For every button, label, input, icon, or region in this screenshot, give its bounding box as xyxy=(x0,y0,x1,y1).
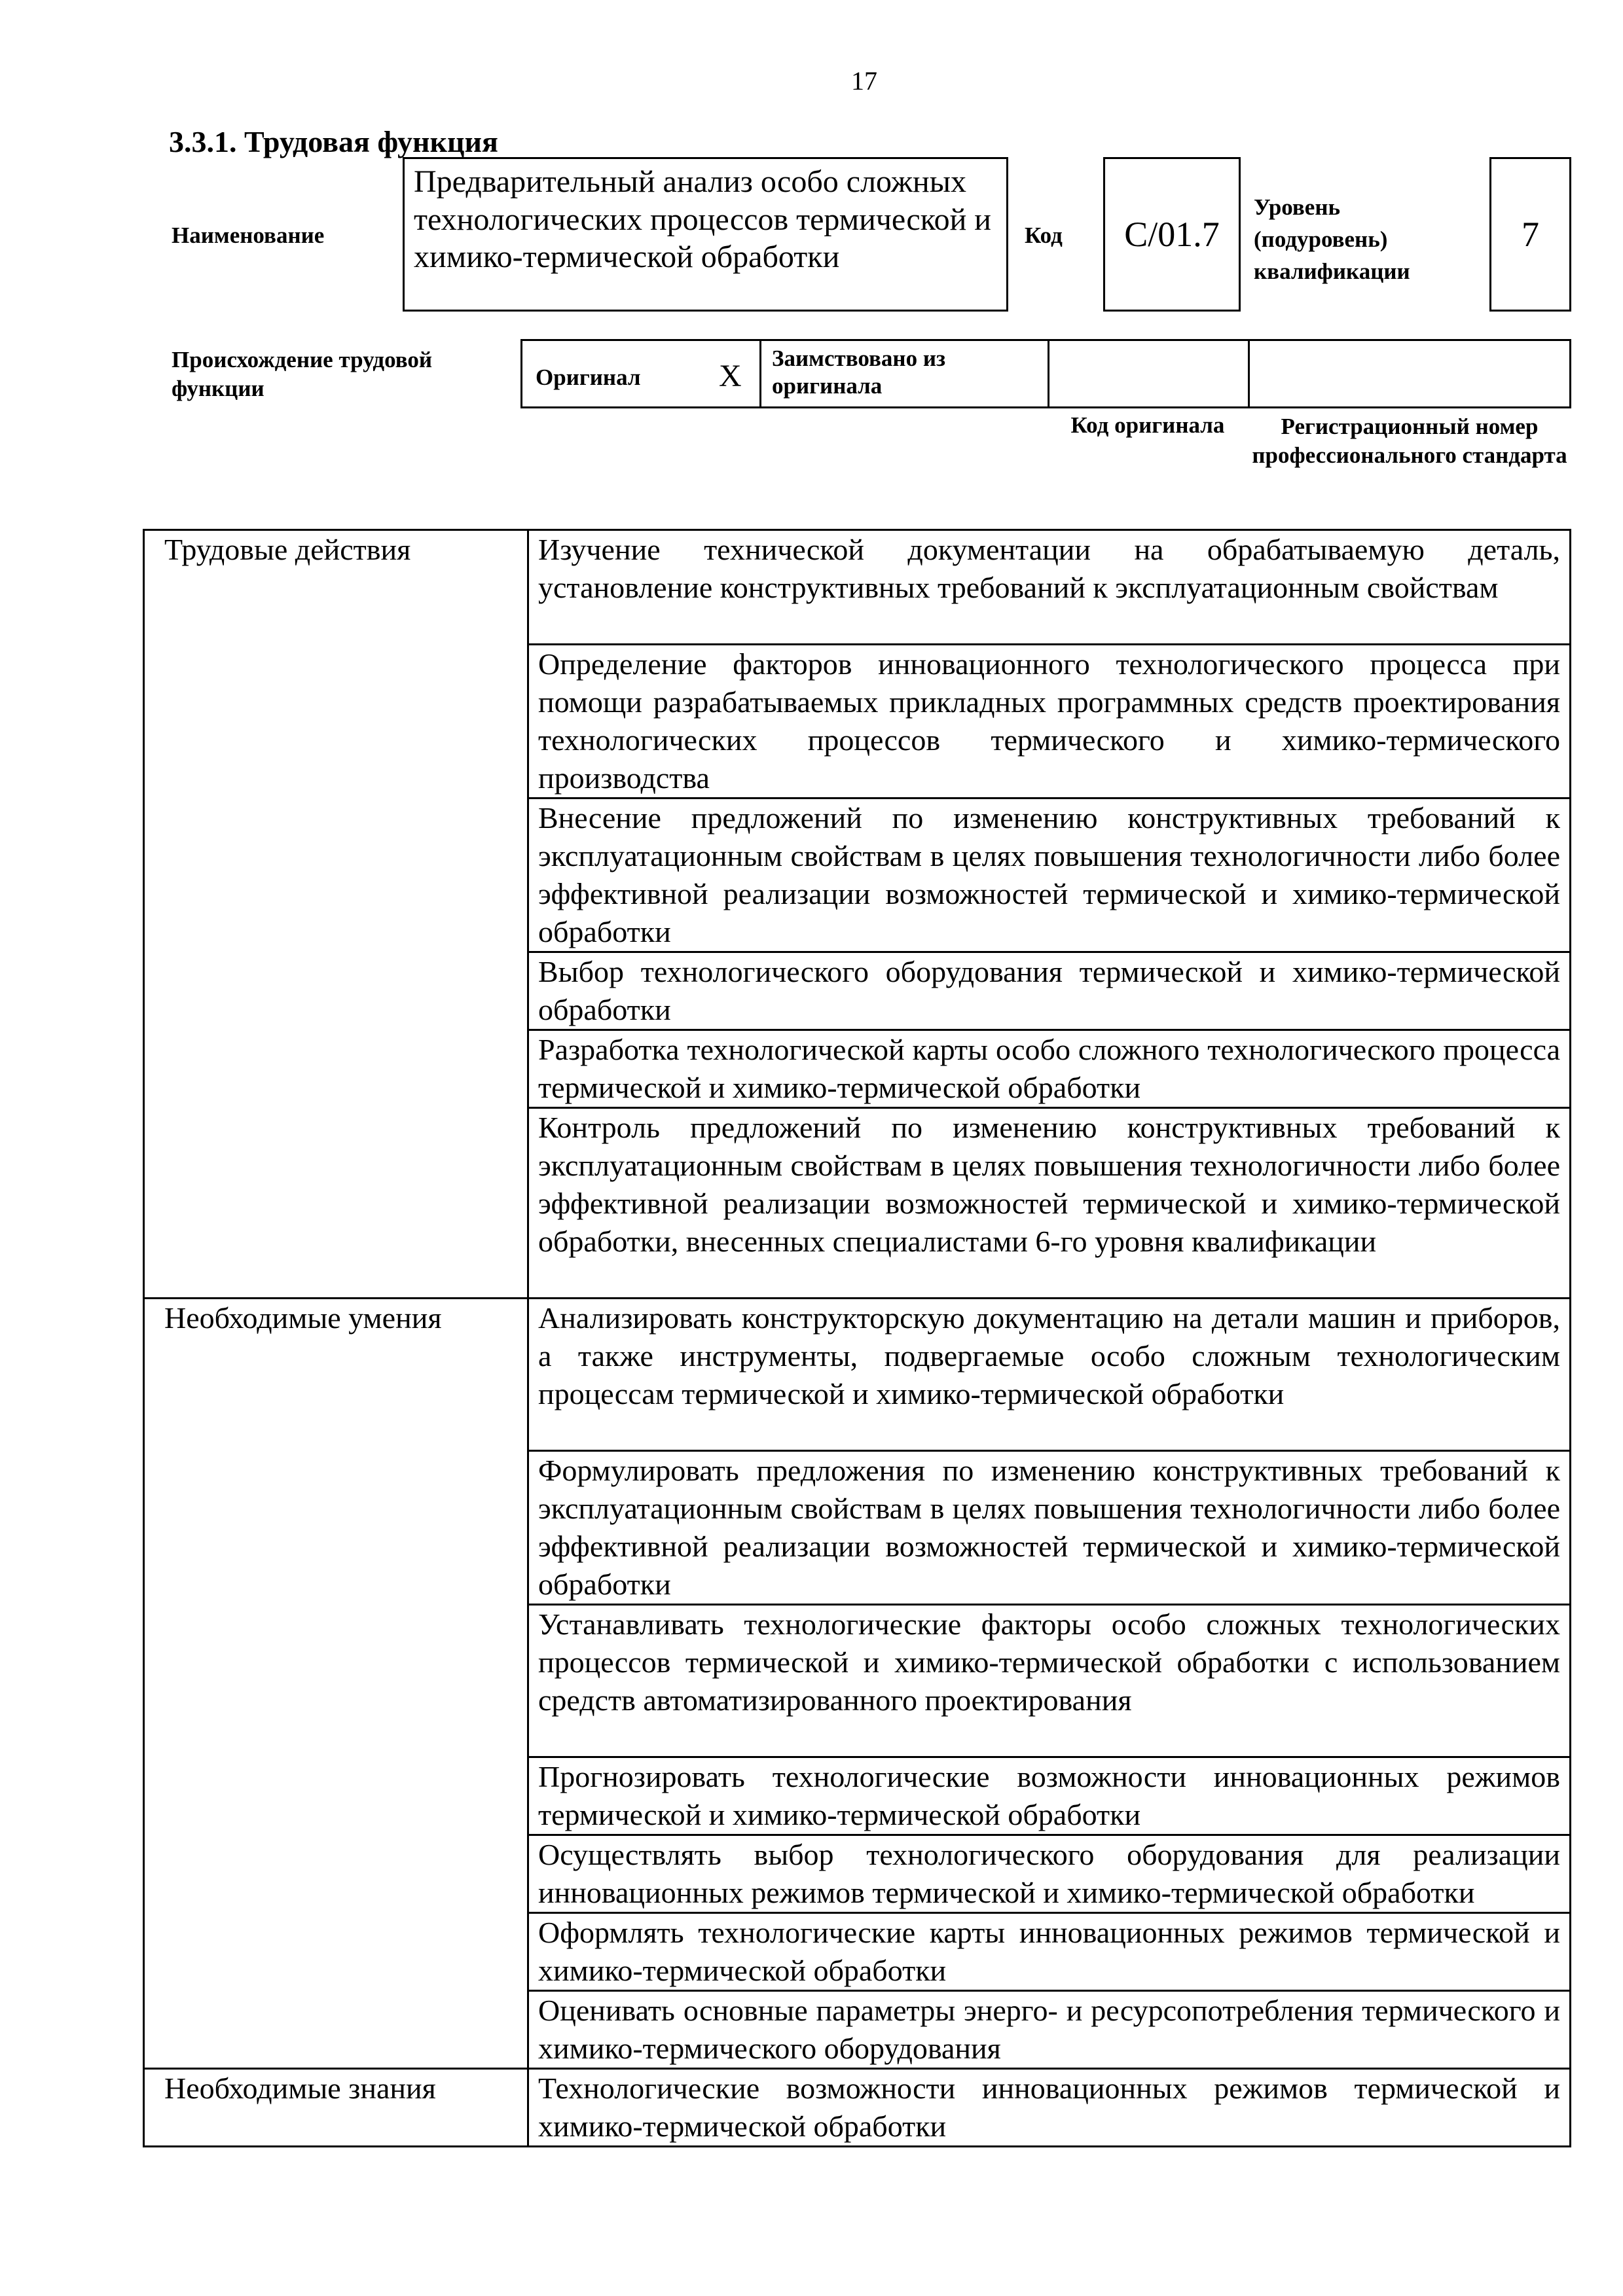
original-label: Оригинал xyxy=(536,365,641,390)
table-row xyxy=(144,530,1571,645)
code-value-box xyxy=(1103,157,1241,312)
original-cell xyxy=(522,341,761,406)
page-number: 17 xyxy=(851,66,877,96)
code-value: C/01.7 xyxy=(1124,215,1220,254)
reg-number-cell xyxy=(1250,341,1573,406)
table-row xyxy=(144,2069,1571,2147)
required-skills-label: Необходимые умения xyxy=(144,1299,528,2069)
skill-item: Оценивать основные параметры энерго- и ресурсопотребления термического и химико-термического оборудования xyxy=(528,1991,1571,2069)
skill-item: Прогнозировать технологические возможности инновационных режимов термической и химико-термической обработки xyxy=(528,1757,1571,1835)
labor-action-item: Изучение технической документации на обрабатываемую деталь, установление конструктивных требований к эксплуатационным свойствам xyxy=(528,530,1571,645)
skill-item: Устанавливать технологические факторы особо сложных технологических процессов термической и химико-термической обработки с использованием средств автоматизированного проектирования xyxy=(528,1605,1571,1757)
knowledge-item: Технологические возможности инновационных режимов термической и химико-термической обработки xyxy=(528,2069,1571,2147)
labor-action-item: Определение факторов инновационного технологического процесса при помощи разрабатываемых прикладных программных средств проектирования технологических процессов термического и химико-термического производства xyxy=(528,645,1571,798)
labor-function-table xyxy=(143,529,1571,2147)
borrowed-label: Заимствовано из оригинала xyxy=(772,346,946,399)
level-value: 7 xyxy=(1522,215,1539,254)
labor-action-item: Контроль предложений по изменению конструктивных требований к эксплуатационным свойствам в целях повышения технологичности либо более эффективной реализации возможностей термической и химико-термической обработки, внесенных специалистами 6-го уровня квалификации xyxy=(528,1108,1571,1299)
original-code-cell xyxy=(1049,341,1250,406)
skill-item: Анализировать конструкторскую документацию на детали машин и приборов, а также инструменты, подвергаемые особо сложным технологическим процессам термической и химико-термической обработки xyxy=(528,1299,1571,1451)
reg-number-caption: Регистрационный номер профессионального стандарта xyxy=(1252,414,1567,468)
level-value-box xyxy=(1489,157,1571,312)
borrowed-cell xyxy=(761,341,1049,406)
origin-label: Происхождение трудовой функции xyxy=(172,347,433,401)
name-value: Предварительный анализ особо сложных технологических процессов термической и химико-термической обработки xyxy=(414,164,991,275)
level-label: Уровень (подуровень) квалификации xyxy=(1254,194,1410,284)
skill-item: Оформлять технологические карты инновационных режимов термической и химико-термической обработки xyxy=(528,1913,1571,1991)
name-label: Наименование xyxy=(172,223,325,248)
labor-actions-label: Трудовые действия xyxy=(144,530,528,1299)
section-title: 3.3.1. Трудовая функция xyxy=(169,125,498,158)
required-knowledge-label: Необходимые знания xyxy=(144,2069,528,2147)
original-mark: X xyxy=(719,359,742,393)
name-value-box xyxy=(403,157,1008,312)
labor-action-item: Разработка технологической карты особо сложного технологического процесса термической и химико-термической обработки xyxy=(528,1030,1571,1108)
origin-row xyxy=(520,339,1571,408)
skill-item: Осуществлять выбор технологического оборудования для реализации инновационных режимов термической и химико-термической обработки xyxy=(528,1835,1571,1913)
labor-action-item: Выбор технологического оборудования термической и химико-термической обработки xyxy=(528,952,1571,1030)
code-label: Код xyxy=(1025,223,1063,248)
skill-item: Формулировать предложения по изменению конструктивных требований к эксплуатационным свойствам в целях повышения технологичности либо более эффективной реализации возможностей термической и химико-термической обработки xyxy=(528,1451,1571,1605)
table-row xyxy=(144,1299,1571,1451)
labor-action-item: Внесение предложений по изменению конструктивных требований к эксплуатационным свойствам в целях повышения технологичности либо более эффективной реализации возможностей термической и химико-термической обработки xyxy=(528,798,1571,952)
original-code-caption: Код оригинала xyxy=(1070,412,1225,438)
